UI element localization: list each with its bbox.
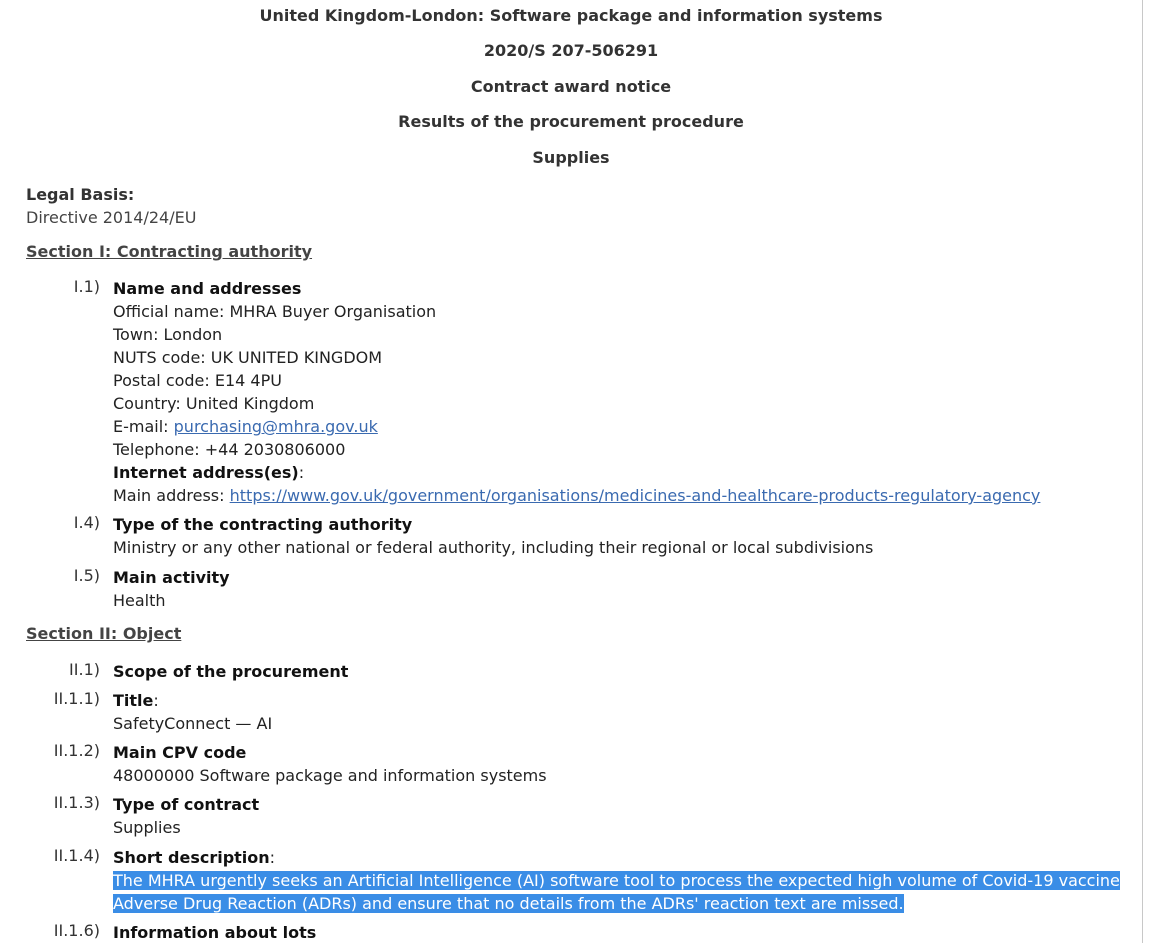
item-value: Supplies xyxy=(113,818,181,837)
item-title: Main CPV code xyxy=(113,743,247,762)
item-title: Scope of the procurement xyxy=(113,662,349,681)
item-title-row xyxy=(113,846,1120,869)
selected-text[interactable]: Adverse Drug Reaction (ADRs) and ensure that no details from the ADRs' reaction text are missed. xyxy=(113,894,904,913)
short-description xyxy=(113,846,1120,915)
legal-basis-value: Directive 2014/24/EU xyxy=(26,208,197,227)
item-title: Title xyxy=(113,691,154,710)
postal-code: Postal code: E14 4PU xyxy=(113,371,282,390)
item-value: 48000000 Software package and information systems xyxy=(113,766,547,785)
contracting-authority-type xyxy=(113,513,873,559)
item-title: Type of contract xyxy=(113,795,260,814)
item-number: II.1) xyxy=(69,660,100,679)
email-label: E-mail: xyxy=(113,417,174,436)
scope-of-procurement xyxy=(113,660,348,683)
telephone: Telephone: +44 2030806000 xyxy=(113,440,346,459)
section-1-heading: Section I: Contracting authority xyxy=(26,242,313,261)
results-heading: Results of the procurement procedure xyxy=(398,112,744,131)
information-about-lots xyxy=(113,921,316,944)
item-number: I.5) xyxy=(73,566,100,585)
main-address-link[interactable]: https://www.gov.uk/government/organisations/medicines-and-healthcare-products-regulatory-agency xyxy=(229,486,1041,505)
email-link[interactable]: purchasing@mhra.gov.uk xyxy=(173,417,378,436)
internet-colon: : xyxy=(298,463,305,482)
item-value: SafetyConnect — AI xyxy=(113,714,273,733)
procurement-title xyxy=(113,689,272,735)
item-number: I.1) xyxy=(73,277,100,296)
page-right-border xyxy=(1142,0,1143,943)
item-title: Name and addresses xyxy=(113,279,302,298)
official-name: Official name: MHRA Buyer Organisation xyxy=(113,302,437,321)
notice-title: United Kingdom-London: Software package and information systems xyxy=(259,6,883,25)
item-value: Health xyxy=(113,591,166,610)
email-row xyxy=(113,415,1040,438)
name-and-addresses xyxy=(113,277,1040,507)
title-colon: : xyxy=(153,691,159,710)
item-number: II.1.6) xyxy=(53,921,100,940)
item-number: I.4) xyxy=(73,513,100,532)
section-2-heading: Section II: Object xyxy=(26,624,182,643)
internet-label: Internet address(es) xyxy=(113,463,299,482)
selected-text[interactable]: The MHRA urgently seeks an Artificial Intelligence (AI) software tool to process the expected high volume of Covid-19 vaccine xyxy=(113,871,1120,890)
item-number: II.1.3) xyxy=(53,793,100,812)
item-title: Short description xyxy=(113,848,270,867)
notice-type: Contract award notice xyxy=(470,77,672,96)
nuts-code: NUTS code: UK UNITED KINGDOM xyxy=(113,348,383,367)
item-title: Main activity xyxy=(113,568,230,587)
notice-id: 2020/S 207-506291 xyxy=(483,41,659,60)
item-number: II.1.1) xyxy=(53,689,100,708)
town: Town: London xyxy=(113,325,223,344)
item-title: Type of the contracting authority xyxy=(113,515,413,534)
main-activity xyxy=(113,566,230,612)
main-address-row xyxy=(113,484,1040,507)
main-cpv-code xyxy=(113,741,547,787)
internet-addresses xyxy=(113,461,1040,484)
item-number: II.1.4) xyxy=(53,846,100,865)
category-heading: Supplies xyxy=(532,148,610,167)
item-title-row xyxy=(113,689,272,712)
legal-basis xyxy=(26,183,196,229)
description-line[interactable] xyxy=(113,892,1120,915)
country: Country: United Kingdom xyxy=(113,394,315,413)
main-address-label: Main address: xyxy=(113,486,230,505)
legal-basis-label: Legal Basis: xyxy=(26,185,135,204)
item-value: Ministry or any other national or federal authority, including their regional or local subdivisions xyxy=(113,538,874,557)
item-title: Information about lots xyxy=(113,923,317,942)
title-colon: : xyxy=(269,848,276,867)
type-of-contract xyxy=(113,793,259,839)
description-line[interactable] xyxy=(113,869,1120,892)
item-number: II.1.2) xyxy=(53,741,100,760)
